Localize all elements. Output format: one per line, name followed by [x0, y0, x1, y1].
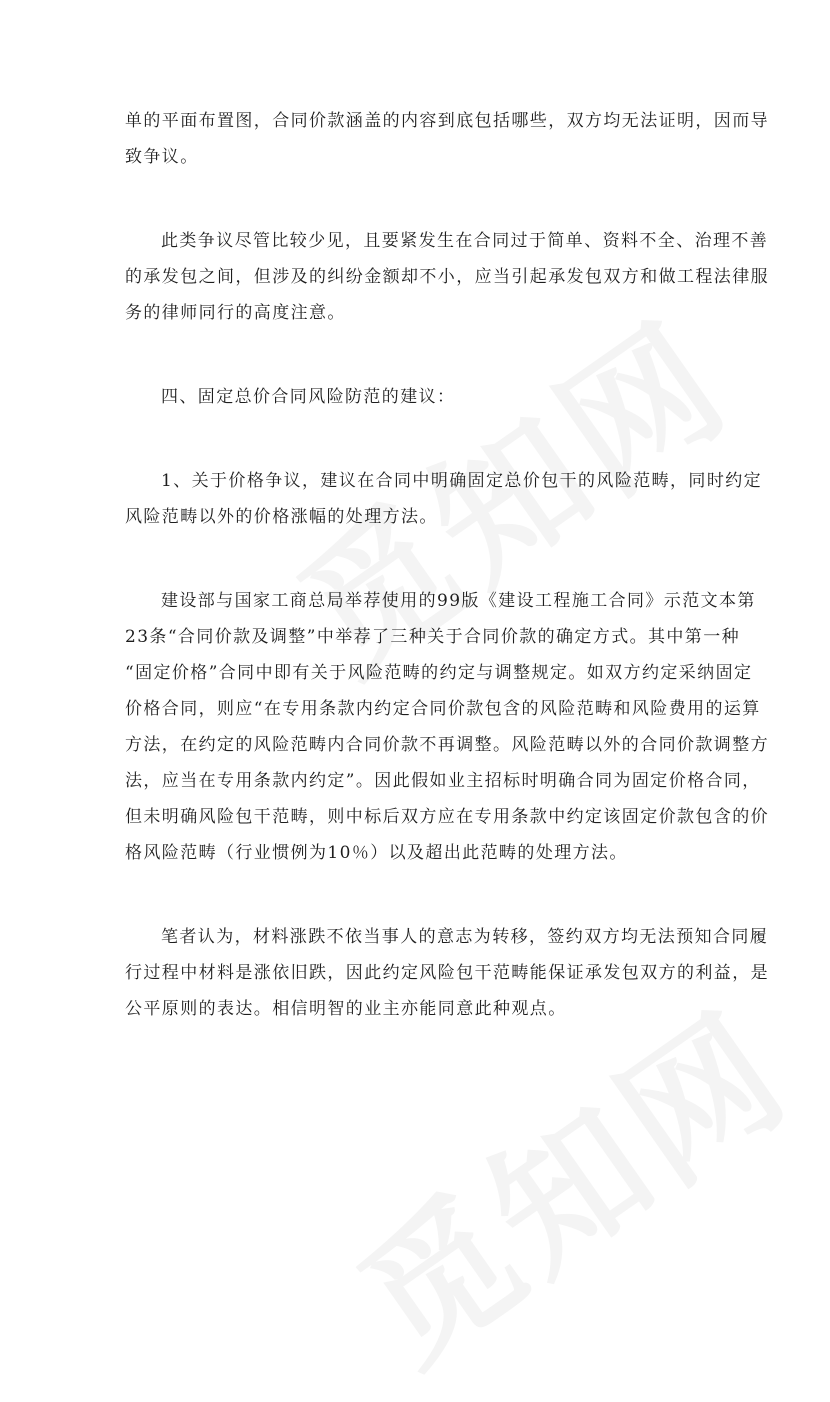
text-line: 公平原则的表达。相信明智的业主亦能同意此种观点。 — [125, 999, 567, 1019]
text-line: 格风险范畴（行业惯例为10％）以及超出此范畴的处理方法。 — [125, 843, 628, 863]
paragraph-gap — [125, 535, 705, 583]
text-line: 风险范畴以外的价格涨幅的处理方法。 — [125, 507, 438, 527]
text-line: 四、固定总价合同风险防范的建议： — [161, 387, 456, 407]
text-line: 的承发包之间，但涉及的纠纷金额却不小，应当引起承发包双方和做工程法律服 — [125, 267, 769, 287]
paragraph — [125, 583, 769, 871]
paragraph — [125, 223, 769, 331]
text-line: 单的平面布置图，合同价款涵盖的内容到底包括哪些，双方均无法证明，因而导 — [125, 111, 769, 131]
text-line: 但未明确风险包干范畴，则中标后双方应在专用条款中约定该固定价款包含的价 — [125, 807, 769, 827]
paragraph-gap — [125, 331, 705, 379]
text-line: 法，应当在专用条款内约定”。因此假如业主招标时明确合同为固定价格合同， — [125, 771, 761, 791]
text-line: “固定价格”合同中即有关于风险范畴的约定与调整规定。如双方约定采纳固定 — [125, 663, 753, 683]
text-line: 方法，在约定的风险范畴内合同价款不再调整。风险范畴以外的合同价款调整方 — [125, 735, 769, 755]
text-line: 1、关于价格争议，建议在合同中明确固定总价包干的风险范畴，同时约定 — [161, 471, 763, 491]
paragraph — [125, 379, 705, 415]
paragraph-gap — [125, 415, 705, 463]
paragraph — [125, 463, 763, 535]
text-line: 务的律师同行的高度注意。 — [125, 303, 346, 323]
text-line: 行过程中材料是涨依旧跌，因此约定风险包干范畴能保证承发包双方的利益，是 — [125, 963, 769, 983]
text-line: 价格合同，则应“在专用条款内约定合同价款包含的风险范畴和风险费用的运算 — [125, 699, 761, 719]
document-body — [125, 103, 769, 1027]
text-line: 致争议。 — [125, 147, 199, 167]
paragraph — [125, 919, 769, 1027]
paragraph — [125, 103, 769, 175]
paragraph-gap — [125, 871, 705, 919]
text-line: 此类争议尽管比较少见，且要紧发生在合同过于简单、资料不全、治理不善 — [161, 231, 769, 251]
text-line: 23条“合同价款及调整”中举荐了三种关于合同价款的确定方式。其中第一种 — [125, 627, 741, 647]
text-line: 笔者认为，材料涨跌不依当事人的意志为转移，签约双方均无法预知合同履 — [161, 927, 769, 947]
text-line: 建设部与国家工商总局举荐使用的99版《建设工程施工合同》示范文本第 — [161, 591, 756, 611]
paragraph-gap — [125, 175, 705, 223]
